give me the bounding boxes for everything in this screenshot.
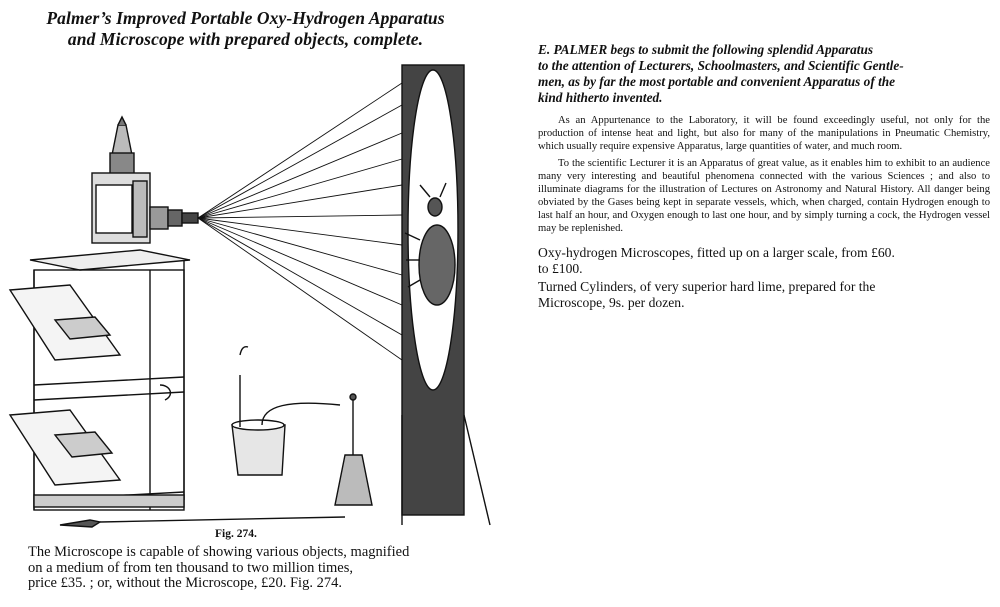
offer2-line-1: Turned Cylinders, of very superior hard lime, prepared for the: [538, 279, 876, 294]
intro-line-4: kind hitherto invented.: [538, 90, 663, 105]
figure-label: Fig. 274.: [215, 528, 257, 540]
lantern-icon: [92, 117, 198, 243]
caption-line-1: The Microscope is capable of showing various objects, magnified: [28, 544, 410, 560]
microscope-offer: [538, 245, 990, 277]
cylinders-offer: [538, 279, 990, 311]
offer2-line-2: Microscope, 9s. per dozen.: [538, 295, 685, 310]
title-line-2: and Microscope with prepared objects, complete.: [67, 29, 424, 49]
apparatus-title: [8, 8, 483, 50]
advertisement-text: [538, 42, 990, 311]
floor-rod: [60, 517, 345, 527]
oxy-hydrogen-apparatus-illustration: [0, 55, 500, 535]
oxygen-flask: [335, 394, 372, 505]
intro-line-3: men, as by far the most portable and convenient Apparatus of the: [538, 74, 896, 89]
apparatus-caption: [28, 545, 508, 592]
title-line-1: Palmer’s Improved Portable Oxy-Hydrogen Apparatus: [46, 8, 445, 28]
gas-jar-bucket: [232, 347, 340, 475]
intro-line-1: E. PALMER begs to submit the following splendid Apparatus: [538, 42, 874, 57]
lecturer-paragraph: To the scientific Lecturer it is an Apparatus of great value, as it enables him to exhibit to an audience many very interesting and beautiful phenomena connected with the various Sciences ; and also to illuminate diagrams for the illustration of Lectures on Astronomy and Natural History. All danger being obviated by the Gases being kept in separate vessels, which, when charged, contain Hydrogen enough to last half an hour, and Oxygen enough to last one hour, and by simply turning a cock, the Hydrogen vessel may be replenished.: [538, 158, 990, 234]
offer1-line-1: Oxy-hydrogen Microscopes, fitted up on a larger scale, from £60.: [538, 245, 895, 260]
caption-line-2: on a medium of from ten thousand to two million times,: [28, 559, 354, 576]
caption-line-3: price £35. ; or, without the Microscope, £20. Fig. 274.: [28, 575, 342, 591]
intro-line-2: to the attention of Lecturers, Schoolmasters, and Scientific Gentle-: [538, 58, 904, 73]
intro-paragraph: [538, 42, 990, 106]
light-rays: [198, 83, 402, 360]
stand-cabinet: [10, 250, 190, 510]
laboratory-paragraph: As an Appurtenance to the Laboratory, it will be found exceedingly useful, not only for the production of intense heat and light, but also for many of the manipulations in Pneumatic Chemistry, which usually require expensive Apparatus, large quantities of water, and much room.: [538, 115, 990, 152]
offer1-line-2: to £100.: [538, 261, 583, 276]
